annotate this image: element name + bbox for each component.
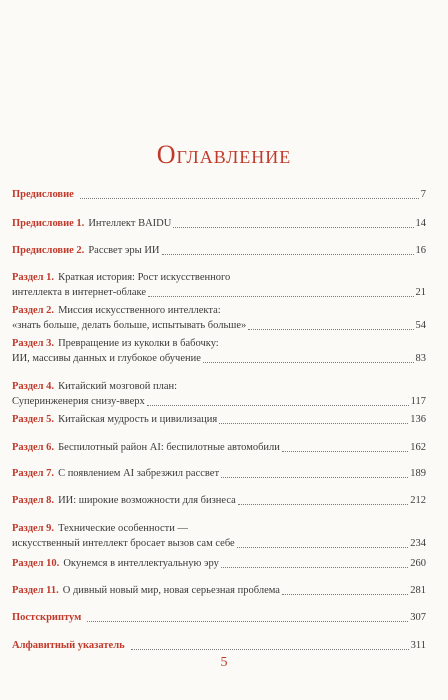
toc-entry-title: Миссия искусственного интеллекта: bbox=[58, 305, 221, 316]
toc-entry-line bbox=[12, 351, 426, 366]
toc-entry-title: Беспилотный район AI: беспилотные автомобили bbox=[58, 442, 280, 453]
toc-entry bbox=[12, 412, 426, 427]
toc-entry bbox=[12, 243, 426, 258]
dot-leader bbox=[282, 451, 408, 452]
toc-entry-line bbox=[12, 216, 426, 231]
toc-entry-title: Китайская мудрость и цивилизация bbox=[58, 414, 218, 425]
dot-leader bbox=[221, 567, 408, 568]
toc-entry-line bbox=[12, 270, 426, 285]
toc-entry-line bbox=[12, 303, 426, 318]
toc-entry-line bbox=[12, 536, 426, 551]
toc-entry-title: интеллекта в интернет-облаке bbox=[12, 287, 147, 298]
toc-entry-page: 189 bbox=[410, 468, 426, 479]
toc-entry-title: Окунемся в интеллектуальную эру bbox=[63, 558, 219, 569]
toc-entry-page: 307 bbox=[410, 612, 426, 623]
toc-entry-page: 117 bbox=[410, 396, 426, 407]
dot-leader bbox=[87, 621, 408, 622]
toc-entry bbox=[12, 583, 426, 598]
toc-entry-label: Раздел 6. bbox=[12, 442, 55, 453]
toc-entry-line bbox=[12, 610, 426, 625]
toc-entry-title: С появлением AI забрезжил рассвет bbox=[58, 468, 220, 479]
toc-entry-label: Раздел 2. bbox=[12, 305, 55, 316]
toc-entry-title: искусственный интеллект бросает вызов сам себе bbox=[12, 538, 235, 549]
toc-entry-title: Превращение из куколки в бабочку: bbox=[58, 338, 219, 349]
toc-entry-line bbox=[12, 379, 426, 394]
dot-leader bbox=[131, 649, 409, 650]
toc-entry-title: О дивный новый мир, новая серьезная проблема bbox=[62, 585, 280, 596]
toc-entry-title: ИИ: широкие возможности для бизнеса bbox=[58, 495, 236, 506]
toc-entry-line bbox=[12, 394, 426, 409]
toc-entry-line bbox=[12, 493, 426, 508]
toc-entry-page: 14 bbox=[415, 218, 426, 229]
toc-entry-label: Раздел 7. bbox=[12, 468, 55, 479]
toc-entry-line bbox=[12, 521, 426, 536]
toc-entry-page: 260 bbox=[410, 558, 426, 569]
dot-leader bbox=[162, 254, 414, 255]
toc-entry-title: Суперинженерия снизу-вверх bbox=[12, 396, 145, 407]
toc-entry-line bbox=[12, 412, 426, 427]
dot-leader bbox=[147, 405, 409, 406]
toc-entry-line bbox=[12, 336, 426, 351]
toc-entry bbox=[12, 466, 426, 481]
toc-entry-page: 136 bbox=[410, 414, 426, 425]
toc-entry bbox=[12, 216, 426, 231]
toc-entry-title: Технические особенности — bbox=[58, 523, 188, 534]
toc-entry bbox=[12, 303, 426, 333]
page-number: 5 bbox=[220, 655, 228, 670]
toc-entry bbox=[12, 556, 426, 571]
toc-entry-line bbox=[12, 440, 426, 455]
toc-entry-page: 311 bbox=[410, 640, 426, 651]
toc-entry-page: 212 bbox=[410, 495, 426, 506]
toc-entry bbox=[12, 270, 426, 300]
toc-entry-page: 281 bbox=[410, 585, 426, 596]
toc-title: Оглавление bbox=[156, 140, 292, 169]
toc-entry-line bbox=[12, 187, 426, 202]
toc-entry-line bbox=[12, 285, 426, 300]
toc-entry-label: Постскриптум bbox=[12, 612, 82, 623]
dot-leader bbox=[219, 423, 408, 424]
dot-leader bbox=[238, 504, 408, 505]
toc-entry-page: 16 bbox=[415, 245, 426, 256]
toc-entry bbox=[12, 336, 426, 366]
toc-entry bbox=[12, 493, 426, 508]
toc-entry-line bbox=[12, 243, 426, 258]
toc-entry bbox=[12, 440, 426, 455]
toc-entry-page: 7 bbox=[420, 189, 426, 200]
toc-entry-title: ИИ, массивы данных и глубокое обучение bbox=[12, 353, 201, 364]
toc-entry bbox=[12, 379, 426, 409]
toc-entry-line bbox=[12, 466, 426, 481]
toc-entry-label: Раздел 3. bbox=[12, 338, 55, 349]
dot-leader bbox=[148, 296, 413, 297]
toc-entry-label: Раздел 10. bbox=[12, 558, 60, 569]
toc-entry-page: 54 bbox=[415, 320, 426, 331]
dot-leader bbox=[237, 547, 409, 548]
toc-entry-title: «знать больше, делать больше, испытывать больше» bbox=[12, 320, 247, 331]
toc-entry-label: Раздел 11. bbox=[12, 585, 59, 596]
toc-entry-label: Раздел 1. bbox=[12, 272, 55, 283]
toc-entry-page: 162 bbox=[410, 442, 426, 453]
toc-entry-line bbox=[12, 556, 426, 571]
toc-entry-page: 234 bbox=[410, 538, 426, 549]
dot-leader bbox=[282, 594, 408, 595]
toc-entry-title: Краткая история: Рост искусственного bbox=[58, 272, 231, 283]
toc-entry-page: 83 bbox=[415, 353, 426, 364]
toc-entry-line bbox=[12, 318, 426, 333]
toc-entry bbox=[12, 610, 426, 625]
toc-entry-label: Алфавитный указатель bbox=[12, 640, 125, 651]
toc-entry-label: Предисловие 1. bbox=[12, 218, 85, 229]
dot-leader bbox=[221, 477, 408, 478]
toc-entry-title: Рассвет эры ИИ bbox=[88, 245, 160, 256]
toc-entry-label: Предисловие bbox=[12, 189, 74, 200]
toc-entry-label: Раздел 9. bbox=[12, 523, 55, 534]
toc-entry-label: Раздел 8. bbox=[12, 495, 55, 506]
toc-entry-label: Раздел 5. bbox=[12, 414, 55, 425]
dot-leader bbox=[203, 362, 414, 363]
dot-leader bbox=[248, 329, 413, 330]
dot-leader bbox=[80, 198, 419, 199]
toc-entry-title: Китайский мозговой план: bbox=[58, 381, 178, 392]
dot-leader bbox=[173, 227, 413, 228]
toc-entry-title: Интеллект BAIDU bbox=[88, 218, 172, 229]
toc-entry-label: Предисловие 2. bbox=[12, 245, 85, 256]
toc-entry bbox=[12, 187, 426, 202]
toc-entry bbox=[12, 521, 426, 551]
toc-entry-line bbox=[12, 583, 426, 598]
toc-entry-page: 21 bbox=[415, 287, 426, 298]
toc-entry-line bbox=[12, 638, 426, 653]
toc-entry-label: Раздел 4. bbox=[12, 381, 55, 392]
toc-entry bbox=[12, 638, 426, 653]
